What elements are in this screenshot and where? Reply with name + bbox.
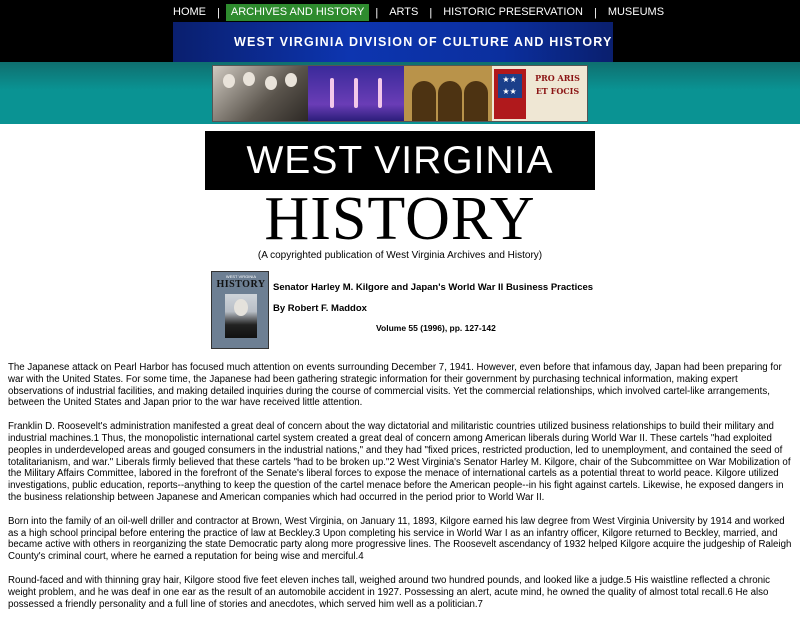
nav-menu [168, 4, 665, 21]
capitol-interior-photo [404, 66, 492, 121]
photo-strip [212, 65, 588, 122]
photo-face [285, 73, 297, 87]
body-paragraph: Franklin D. Roosevelt's administration manifested a great deal of concern about the way dictatorial and militaristic countries utilized business relationships to build their military and industrial machines.1 Thus, the monopolistic international cartel system created a great deal of concern among American liberals during World War II. These cartels "had exploited peoples in underdeveloped areas and gouged consumers in the industrial nations," and they had "fixed prices, restricted production, led to unemployment, and contained the seed of totalitarianism, and war." Liberals firmly believed that these cartels "had to be broken up."2 West Virginia's Senator Harley M. Kilgore, chair of the Subcommittee on War Mobilization of the Military Affairs Committee, labored in the forefront of the Senate's liberal forces to expose the menace of international cartels as a potential threat to world peace. Kilgore utilized investigations, public education, reports--anything to keep the question of the cartel menace before the American people--in his fight against cartels. Likewise, he exposed dangers in the business relationship between Japanese and American companies which had occurred in the period prior to World War II. [8, 421, 791, 503]
nav-separator: | [593, 6, 597, 19]
nav-historic-preservation-link[interactable]: HISTORIC PRESERVATION [443, 6, 583, 18]
stars-icon: ★★ ★★ [498, 74, 522, 98]
dancer-figure [354, 78, 358, 108]
body-paragraph: Round-faced and with thinning gray hair, Kilgore stood five feet eleven inches tall, weighed around two hundred pounds, and looked like a judge.5 His waistline reflected a chronic weight problem, and he was deaf in one ear as the result of an automobile accident in 1927. Possessing an alert, acute mind, he owned the quality of almost total recall.6 He also possessed a friendly personality and a full line of stories and anecdotes, which served him well as a politician.7 [8, 574, 771, 610]
journal-cover-image [211, 271, 269, 349]
photo-face [243, 72, 255, 86]
masthead-west-virginia: WEST VIRGINIA [205, 131, 595, 190]
arch-shape [412, 81, 436, 121]
cover-face [234, 299, 248, 316]
publication-note: (A copyrighted publication of West Virginia Archives and History) [257, 250, 543, 261]
nav-archives-link[interactable]: ARCHIVES AND HISTORY [226, 4, 369, 21]
article-body [8, 362, 794, 622]
nav-home-link[interactable]: HOME [173, 6, 206, 18]
nav-arts-link[interactable]: ARTS [389, 6, 419, 18]
ballet-photo [308, 66, 403, 121]
crowd-photo [213, 66, 308, 121]
cover-title: HISTORY [216, 279, 266, 290]
photo-face [223, 74, 235, 88]
body-paragraph: Born into the family of an oil-well driller and contractor at Brown, West Virginia, on January 11, 1893, Kilgore earned his law degree from West Virginia University by 1914 and worked as a high school principal before entering the practice of law at Beckley.3 Upon completing his service in World War I as an infantry officer, Kilgore returned to Beckley, married, and became active with others in reorganizing the state Democratic party along more progressive lines. The Roosevelt ascendancy of 1932 helped Kilgore acquire the judgeship of Raleigh County's criminal court, where he earned a reputation for being wise and merciful.4 [8, 515, 792, 563]
body-paragraph: The Japanese attack on Pearl Harbor has focused much attention on events surrounding December 7, 1941. However, even before that infamous day, Japan had been preparing for war with the United States. For some time, the Japanese had been gathering strategic information for their government by purchasing technical information, making expert observations of industrial facilities, and making detailed inquiries during the course of commercial visits. Yet the commercial relationships, which involved cartel-like arrangements, between the United States and Japan prior to the war have received little attention. [8, 362, 782, 409]
dancer-figure [330, 78, 334, 108]
nav-separator: | [375, 6, 379, 19]
photo-face [265, 76, 277, 90]
cover-top-text: WEST VIRGINIA [225, 274, 257, 279]
dancer-figure [378, 78, 382, 108]
nav-separator: | [217, 6, 220, 19]
civil-war-flag-photo [492, 66, 587, 121]
top-navigation [0, 0, 800, 22]
flag-motto: PRO ARIS ET FOCIS [535, 73, 580, 96]
site-banner [0, 22, 800, 62]
article-title: Senator Harley M. Kilgore and Japan's World War II Business Practices [273, 282, 594, 293]
arch-shape [464, 81, 488, 121]
nav-museums-link[interactable]: MUSEUMS [607, 6, 665, 18]
article-volume: Volume 55 (1996), pp. 127-142 [376, 323, 496, 333]
nav-separator: | [429, 6, 433, 19]
banner-title: WEST VIRGINIA DIVISION OF CULTURE AND HISTORY [234, 35, 613, 49]
arch-shape [438, 81, 462, 121]
article-author: By Robert F. Maddox [273, 303, 367, 314]
masthead-history: HISTORY [264, 185, 536, 253]
